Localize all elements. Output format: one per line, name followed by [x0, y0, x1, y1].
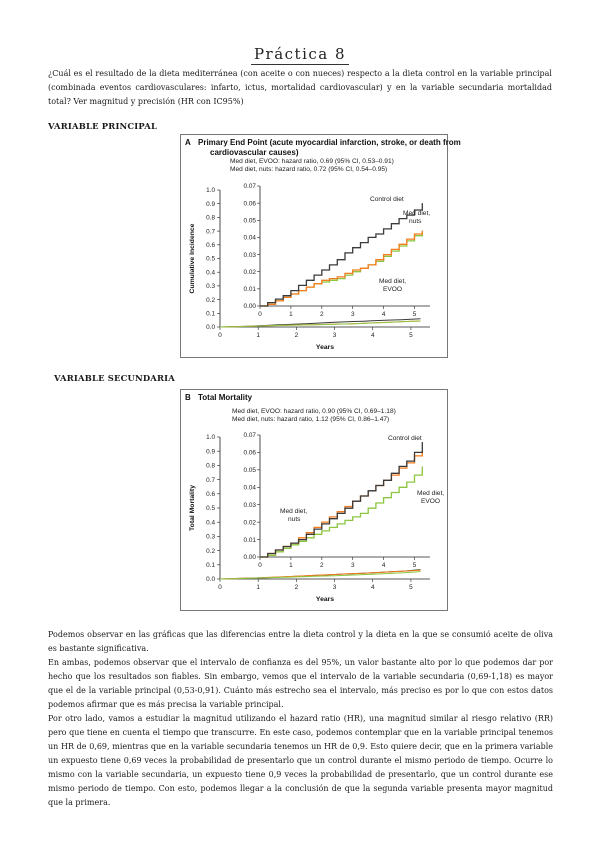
conclusion-paragraph-2: En ambas, podemos observar que el intervalo de confianza es del 95%, un valor bastante alto por lo que podemos dar por hecho que los resultados son fiables. Sin embargo, vemos que el intervalo de la variable secundaria (0,69-1,18) es mayor que el de la variable principal (0,53-0,91). Cuánto más estrecho sea el intervalo, más preciso es por lo que con estos datos podemos afirmar que es más precisa la variable principal. [48, 658, 553, 709]
secondary-chart [180, 389, 448, 611]
outer-x-tick-label: 1 [256, 332, 260, 339]
outer-y-tick-label: 0.1 [206, 562, 215, 569]
panel-title-line1: Total Mortality [198, 393, 253, 402]
outer-series-nuts [220, 570, 421, 579]
panel-letter: B [185, 393, 191, 402]
curve-label-evoo-line2: EVOO [383, 286, 403, 293]
inset-x-tick-label: 4 [381, 311, 386, 318]
curve-label-evoo-line1: Med diet, [379, 278, 407, 285]
x-axis-label: Years [315, 596, 335, 603]
page-title: Práctica 8 [251, 45, 349, 65]
hazard-ratio-evoo: Med diet, EVOO: hazard ratio, 0.90 (95% CI, 0.69–1.18) [232, 408, 396, 415]
inset-x-tick-label: 5 [412, 311, 417, 318]
conclusion-paragraph-1: Podemos observar en las gráficas que las diferencias entre la dieta control y la dieta en la que se consumió aceite de oliva es bastante significativa. [48, 630, 553, 653]
outer-y-tick-label: 1.0 [206, 187, 215, 195]
inset-y-tick-label: 0.01 [243, 286, 256, 294]
outer-y-tick-label: 1.0 [206, 434, 215, 442]
outer-y-tick-label: 0.5 [206, 505, 215, 513]
hazard-ratio-evoo: Med diet, EVOO: hazard ratio, 0.69 (95% CI, 0.53–0.91) [230, 158, 394, 165]
outer-x-tick-label: 5 [409, 584, 413, 591]
x-axis-label: Years [315, 344, 335, 351]
inset-y-tick-label: 0.07 [243, 183, 256, 191]
inset-x-tick-label: 1 [289, 311, 293, 318]
outer-x-tick-label: 4 [370, 332, 375, 339]
outer-y-tick-label: 0.9 [206, 448, 215, 456]
panel-letter: A [185, 138, 191, 147]
inset-y-tick-label: 0.03 [243, 501, 256, 509]
inset-x-tick-label: 0 [258, 562, 262, 569]
curve-label-evoo-line1: Med diet, [417, 490, 445, 497]
outer-x-tick-label: 0 [218, 584, 222, 591]
outer-y-tick-label: 0.8 [206, 462, 215, 470]
outer-y-tick-label: 0.7 [206, 228, 215, 236]
panel-title-line2: cardiovascular causes) [210, 148, 299, 157]
inset-x-tick-label: 2 [320, 562, 324, 569]
series-line-nuts [260, 451, 422, 557]
inset-y-tick-label: 0.06 [243, 449, 256, 457]
secondary-heading: VARIABLE SECUNDARIA [54, 373, 175, 383]
inset-x-tick-label: 3 [350, 562, 355, 569]
outer-x-tick-label: 4 [370, 584, 375, 591]
outer-y-tick-label: 0.1 [206, 310, 215, 318]
outer-y-tick-label: 0.3 [206, 283, 215, 291]
outer-y-tick-label: 0.8 [206, 214, 215, 222]
hazard-ratio-nuts: Med diet, nuts: hazard ratio, 0.72 (95% CI, 0.54–0.95) [230, 166, 388, 173]
inset-x-tick-label: 4 [381, 562, 386, 569]
series-line-control [260, 442, 422, 557]
inset-x-tick-label: 2 [320, 311, 324, 318]
inset-x-tick-label: 3 [350, 311, 355, 318]
curve-label-evoo-line2: EVOO [421, 498, 441, 505]
curve-label-control: Control diet [370, 196, 404, 203]
series-line-evoo [260, 232, 422, 306]
panel-title-line1: Primary End Point (acute myocardial infarction, stroke, or death from [198, 138, 461, 147]
primary-heading: VARIABLE PRINCIPAL [48, 121, 158, 131]
primary-chart [180, 134, 461, 358]
curve-label-nuts-line1: Med diet, [403, 210, 431, 217]
inset-y-tick-label: 0.03 [243, 251, 256, 259]
inset-y-tick-label: 0.05 [243, 467, 256, 475]
inset-y-tick-label: 0.01 [243, 536, 256, 544]
inset-y-tick-label: 0.07 [243, 432, 256, 440]
y-axis-label: Cumulative Incidence [189, 223, 196, 294]
outer-y-tick-label: 0.7 [206, 476, 215, 484]
inset-y-tick-label: 0.04 [243, 484, 256, 492]
outer-y-tick-label: 0.0 [206, 576, 215, 584]
inset-y-tick-label: 0.00 [243, 554, 256, 562]
conclusion-paragraph-3: Por otro lado, vamos a estudiar la magnitud utilizando el hazard ratio (HR), una magnitud similar al riesgo relativo (RR) pero que tiene en cuenta el tiempo que transcurre. En este caso, podemos contemplar que en la variable principal tenemos un HR de 0,69, mientras que en la variable secundaria tenemos un HR de 0,9. Esto quiere decir, que en la primera variable un expuesto tiene 0,69 veces la probabilidad de presentarlo que un control durante el mismo periodo de tiempo. Ocurre lo mismo con la variable secundaria, un expuesto tiene 0,9 veces la probabilidad de presentarlo, que un control durante ese mismo periodo de tiempo. Con esto, podemos llegar a la conclusión de que la segunda variable presenta mayor magnitud que la primera. [48, 714, 553, 807]
inset-y-tick-label: 0.06 [243, 200, 256, 208]
series-line-nuts [260, 231, 422, 306]
outer-x-tick-label: 0 [218, 332, 222, 339]
y-axis-label: Total Mortality [189, 485, 196, 531]
outer-x-tick-label: 2 [294, 332, 299, 339]
outer-x-tick-label: 1 [256, 584, 260, 591]
outer-y-tick-label: 0.5 [206, 255, 215, 263]
outer-x-tick-label: 5 [409, 332, 413, 339]
outer-x-tick-label: 3 [332, 584, 337, 591]
inset-x-tick-label: 1 [289, 562, 293, 569]
outer-y-tick-label: 0.2 [206, 296, 215, 304]
outer-y-tick-label: 0.4 [206, 519, 215, 527]
outer-y-tick-label: 0.6 [206, 491, 215, 498]
outer-y-tick-label: 0.9 [206, 200, 215, 208]
inset-x-tick-label: 5 [412, 562, 417, 569]
outer-y-tick-label: 0.0 [206, 324, 215, 332]
curve-label-nuts-line1: Med diet, [280, 508, 308, 515]
inset-y-tick-label: 0.02 [243, 268, 256, 276]
title-wrap [0, 44, 600, 65]
question-paragraph: ¿Cuál es el resultado de la dieta mediterránea (con aceite o con nueces) respecto a la dieta control en la variable principal (combinada eventos cardiovasculares: infarto, ictus, mortalidad cardiovascular) y en la variable secundaria mortalidad total? Ver magnitud y precisión (HR con IC95%) [48, 69, 552, 106]
inset-y-tick-label: 0.04 [243, 234, 256, 242]
inset-y-tick-label: 0.02 [243, 519, 256, 527]
outer-y-tick-label: 0.4 [206, 269, 215, 277]
hazard-ratio-nuts: Med diet, nuts: hazard ratio, 1.12 (95% CI, 0.86–1.47) [232, 416, 390, 423]
curve-label-control: Control diet [388, 435, 422, 442]
inset-y-tick-label: 0.00 [243, 303, 256, 311]
outer-y-tick-label: 0.2 [206, 547, 215, 555]
outer-x-tick-label: 2 [294, 584, 299, 591]
outer-x-tick-label: 3 [332, 332, 337, 339]
outer-y-tick-label: 0.6 [206, 242, 215, 249]
inset-x-tick-label: 0 [258, 311, 262, 318]
inset-y-tick-label: 0.05 [243, 217, 256, 225]
curve-label-nuts-line2: nuts [409, 218, 422, 225]
curve-label-nuts-line2: nuts [288, 516, 301, 523]
outer-y-tick-label: 0.3 [206, 533, 215, 541]
